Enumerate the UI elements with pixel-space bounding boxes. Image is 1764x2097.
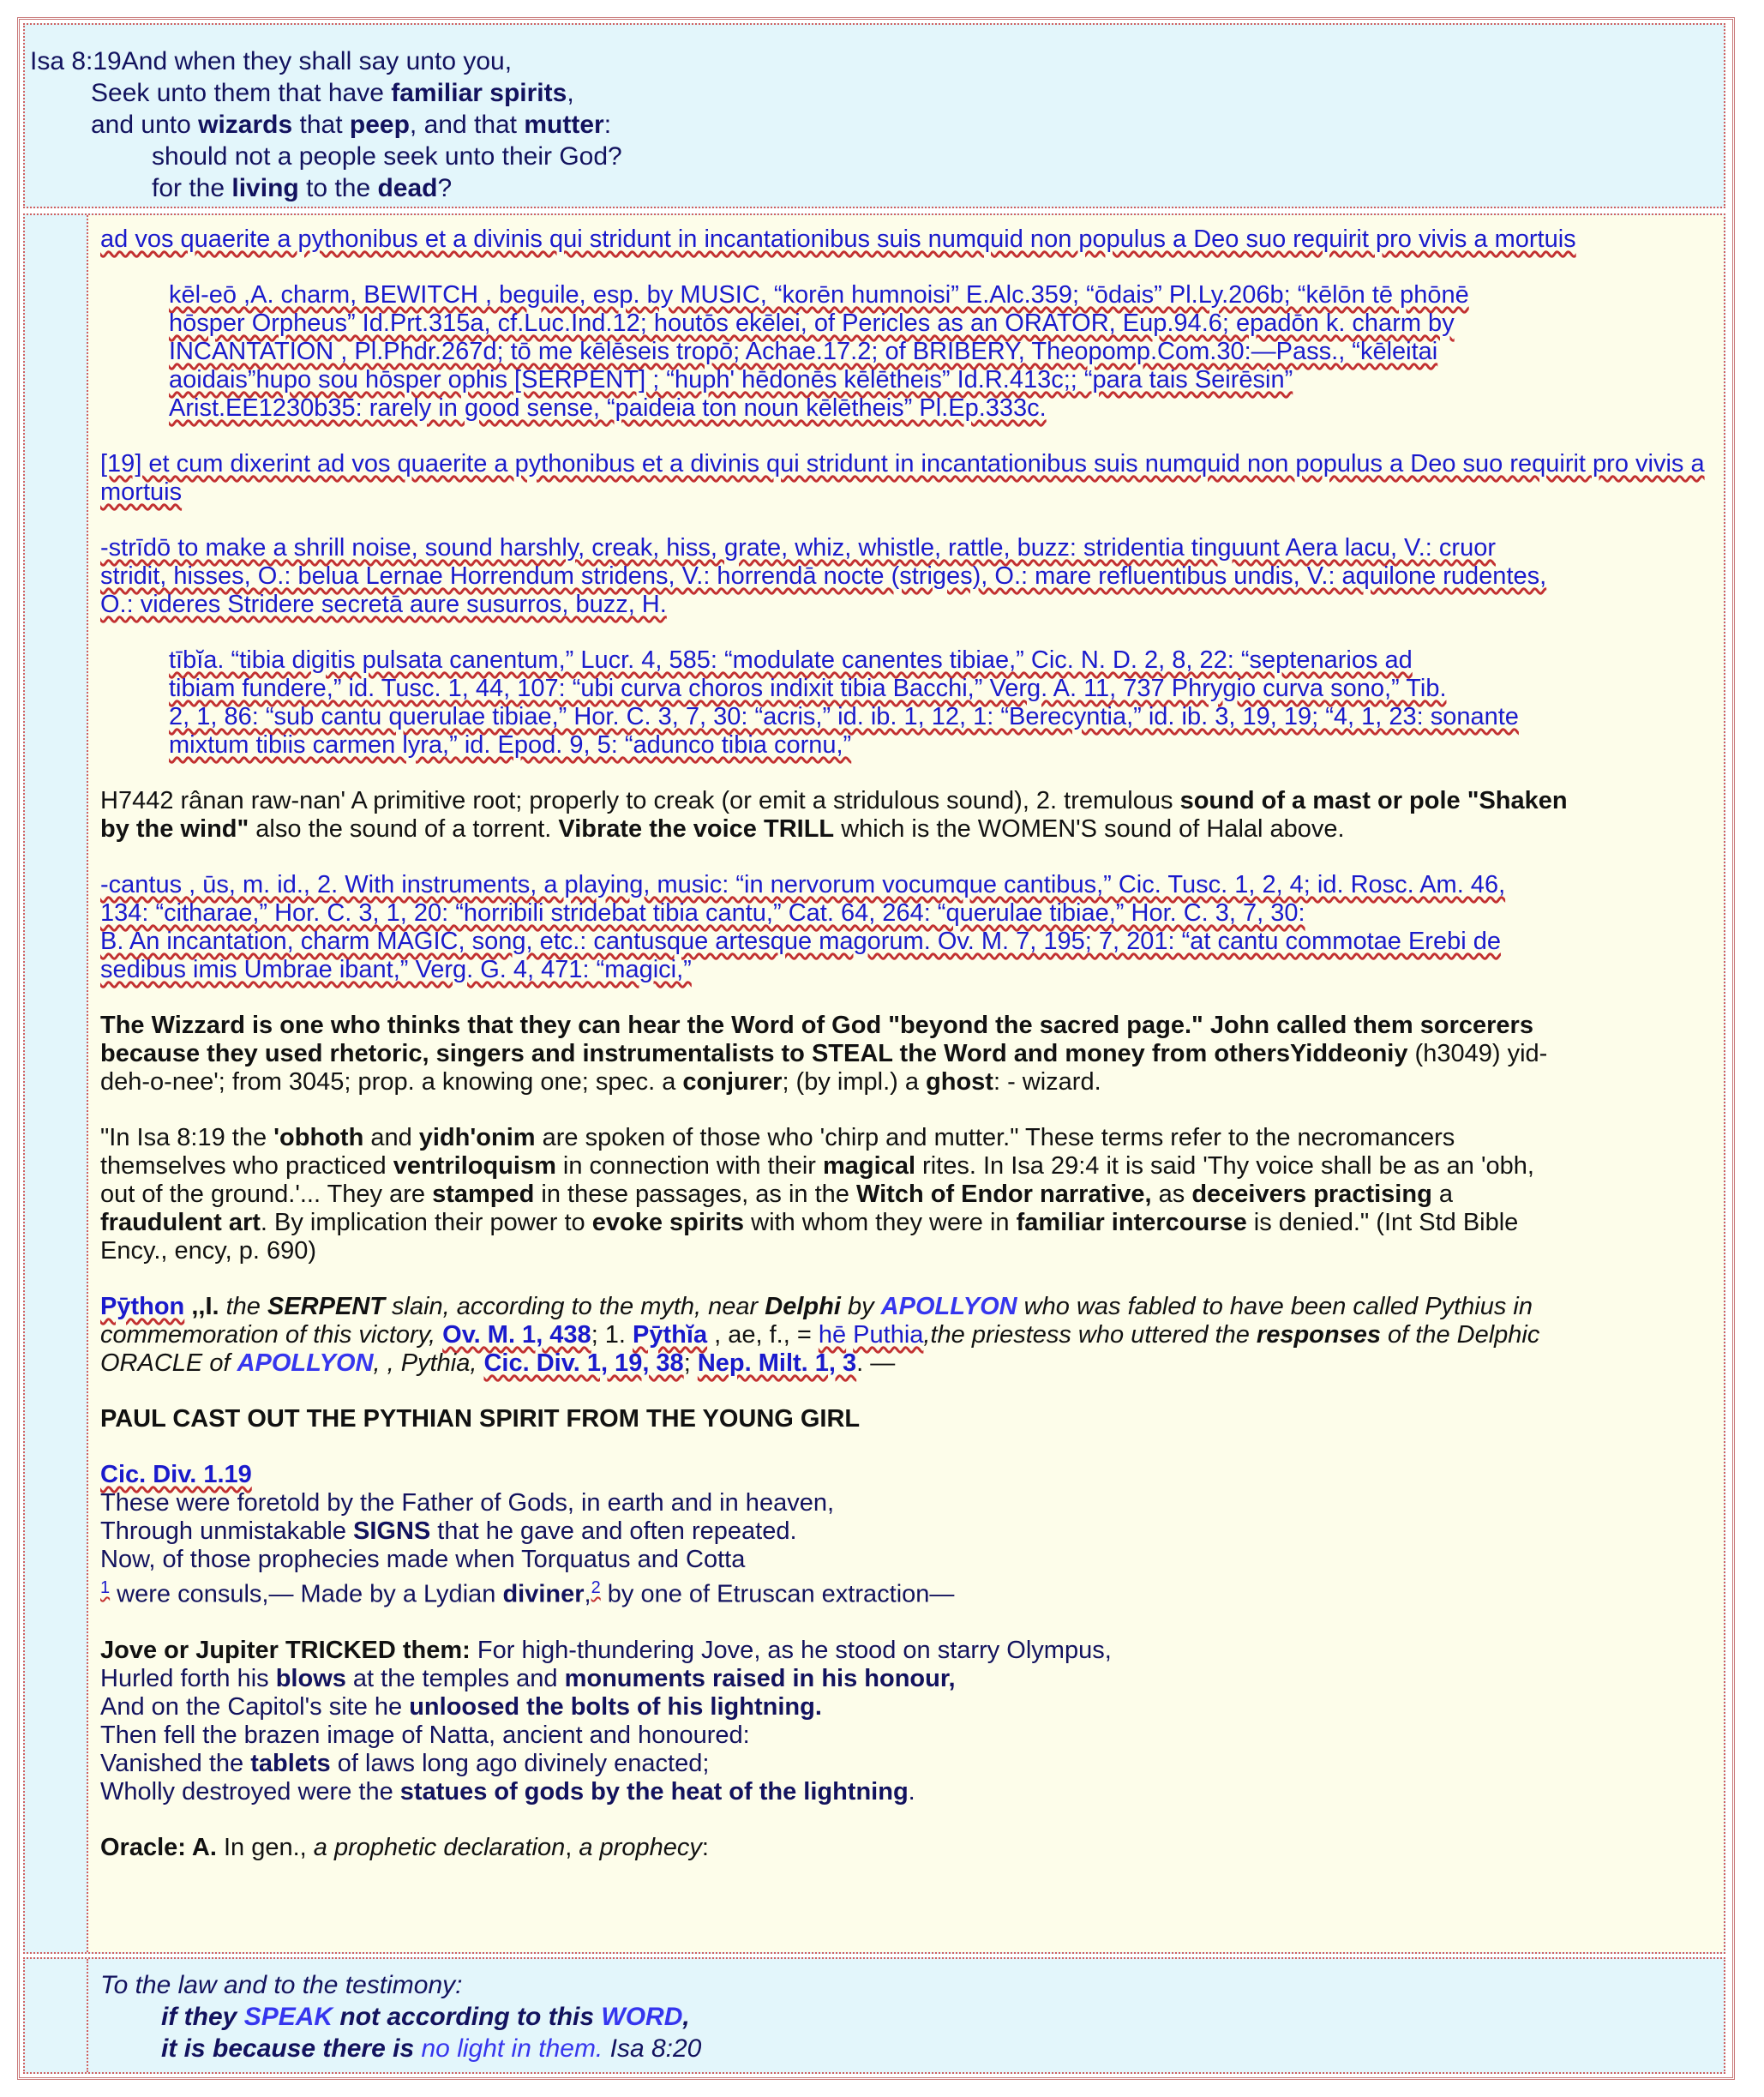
cicero-divination: Cic. Div. 1.19 These were foretold by the Father of Gods, in earth and in heaven, Through unmistakable SIGNS that he gave and often repeated. Now, of those prophecies made when Torquatus and Cotta $^1$ were consuls,— Made by a Lydian diviner,$^2$ by one of Etruscan extraction— [100, 1461, 955, 1608]
closing-line-1: To the law and to the testimony: [100, 1971, 463, 1999]
latin-vulgate-link[interactable]: ad vos quaerite a pythonibus et a divinis qui stridunt in incantationibus suis numquid non populus a Deo suo requirit pro vivis a mortuis [100, 225, 1576, 253]
isbe-quote: "In Isa 8:19 the 'obhoth and yidh'onim are spoken of those who 'chirp and mutter." These terms refer to the necromancers themselves who practiced ventriloquism in connection with their magical rites. In Isa 29:4 it is said 'Thy voice shall be as an 'obh, out of the ground.'... They are stamped in these passages, as in the Witch of Endor narrative, as deceivers practising a fraudulent art. By implication their power to evoke spirits with whom they were in familiar intercourse is denied." (Int Std Bible Ency., ency, p. 690) [100, 1124, 1534, 1265]
h7442-entry: H7442 rânan raw-nan' A primitive root; properly to creak (or emit a stridulous sound), 2. tremulous sound of a mast or pole "Shaken by the wind" also the sound of a torrent. Vibrate the voice TRILL which is the WOMEN'S sound of Halal above. [100, 787, 1568, 843]
python-entry: Pȳthon ,,I. the SERPENT slain, according to the myth, near Delphi by APOLLYON who was fabled to have been called Pythius in commemoration of this victory, Ov. M. 1, 438; 1. Pȳthĭa , ae, f., = hē Puthia,the priestess who uttered the responses of the Delphic ORACLE of APOLLYON, , Pythia, Cic. Div. 1, 19, 38; Nep. Milt. 1, 3. — [100, 1293, 1540, 1377]
verse-line-2: Seek unto them that have familiar spirits, [91, 79, 574, 107]
commentary-panel [23, 213, 1725, 1954]
verse-line-4: should not a people seek unto their God? [152, 142, 622, 171]
python-link[interactable]: Pȳthon [100, 1293, 185, 1320]
cicero-link[interactable]: Cic. Div. 1.19 [100, 1461, 252, 1488]
top-passage [23, 23, 1725, 208]
kelo-entry: kēl-eō ,A. charm, BEWITCH , beguile, esp. by MUSIC, “korēn humnoisi” E.Alc.359; “ōdais” Pl.Ly.206b; “kēlōn tē phōnē hōsper Orpheus” Id.Prt.315a, cf.Luc.Ind.12; houtōs ekēlei, of Pericles as an ORATOR, Eup.94.6; epadōn k. charm by INCANTATION , Pl.Phdr.267d; tō me kēlēseis tropō; Achae.17.2; of BRIBERY, Theopomp.Com.30:—Pass., “kēleitai aoidais”hupo sou hōsper ophis [SERPENT] ; “huph' hēdonēs kēlētheis” Id.R.413c;; “para tais Seirēsin” Arist.EE1230b35: rarely in good sense, “paideia ton noun kēlētheis” Pl.Ep.333c. [169, 281, 1469, 422]
verse-ref: Isa 8:19 [30, 47, 122, 75]
left-gutter [25, 215, 88, 1952]
closing-passage [23, 1957, 1725, 2074]
oracle-entry: Oracle: A. In gen., a prophetic declaration, a prophecy: [100, 1833, 709, 1861]
verse-19-latin-link[interactable]: [19] et cum dixerint ad vos quaerite a pythonibus et a divinis qui stridunt in incantationibus suis numquid non populus a Deo suo requirit pro vivis a mortuis [100, 450, 1705, 506]
verse-line-5: for the living to the dead? [152, 174, 453, 202]
footnote-2-link[interactable]: 2 [591, 1578, 601, 1597]
closing-line-2: if they SPEAK not according to this WORD, [161, 2003, 690, 2031]
jove-passage: Jove or Jupiter TRICKED them: For high-thundering Jove, as he stood on starry Olympus, Hurled forth his blows at the temples and monuments raised in his honour, And on the Capitol's site he unloosed the bolts of his lightning. Then fell the brazen image of Natta, ancient and honoured: Vanished the tablets of laws long ago divinely enacted; Wholly destroyed were the statues of gods by the heat of the lightning. [100, 1636, 1112, 1806]
cantus-entry: -cantus , ūs, m. id., 2. With instruments, a playing, music: “in nervorum vocumque cantibus,” Cic. Tusc. 1, 2, 4; id. Rosc. Am. 46, 134: “citharae,” Hor. C. 3, 1, 20: “horribili stridebat tibia cantu,” Cat. 64, 264: “querulae tibiae,” Hor. C. 3, 7, 30: B. An incantation, charm MAGIC, song, etc.: cantusque artesque magorum. Ov. M. 7, 195; 7, 201: “at cantu commotae Erebi de sedibus imis Umbrae ibant,” Verg. G. 4, 471: “magici,” [100, 871, 1506, 983]
closing-content [88, 1959, 1724, 2072]
left-gutter-bottom [25, 1959, 88, 2072]
wizard-note: The Wizzard is one who thinks that they can hear the Word of God "beyond the sacred page." John called them sorcerers because they used rhetoric, singers and instrumentalists to STEAL the Word and money from othersYiddeoniy (h3049) yid- deh-o-nee'; from 3045; prop. a knowing one; spec. a conjurer; (by impl.) a ghost: - wizard. [100, 1012, 1548, 1096]
strido-entry: -strīdō to make a shrill noise, sound harshly, creak, hiss, grate, whiz, whistle, rattle, buzz: stridentia tinguunt Aera lacu, V.: cruor stridit, hisses, O.: belua Lernae Horrendum stridens, V.: horrendā nocte (striges), O.: mare refluentibus undis, V.: aquilone rudentes, O.: videres Stridere secretā aure susurros, buzz, H. [100, 534, 1547, 618]
verse-line-3: and unto wizards that peep, and that mutter: [91, 111, 612, 139]
closing-line-3: it is because there is no light in them. Isa 8:20 [161, 2034, 702, 2063]
footnote-1-link[interactable]: 1 [100, 1578, 111, 1597]
commentary-content [88, 215, 1724, 1952]
verse-line-1: Isa 8:19And when they shall say unto you, [30, 47, 513, 75]
paul-heading: PAUL CAST OUT THE PYTHIAN SPIRIT FROM THE YOUNG GIRL [100, 1405, 861, 1433]
tibia-entry: tībĭa. “tibia digitis pulsata canentum,” Lucr. 4, 585: “modulate canentes tibiae,” Cic. N. D. 2, 8, 22: “septenarios ad tibiam fundere,” id. Tusc. 1, 44, 107: “ubi curva choros indixit tibia Bacchi,” Verg. A. 11, 737 Phrygio curva sono,” Tib. 2, 1, 86: “sub cantu querulae tibiae,” Hor. C. 3, 7, 30: “acris,” id. ib. 1, 12, 1: “Berecyntia,” id. ib. 3, 19, 19; “4, 1, 23: sonante mixtum tibiis carmen lyra,” id. Epod. 9, 5: “adunco tibia cornu,” [169, 646, 1519, 759]
page-frame [17, 17, 1735, 2080]
